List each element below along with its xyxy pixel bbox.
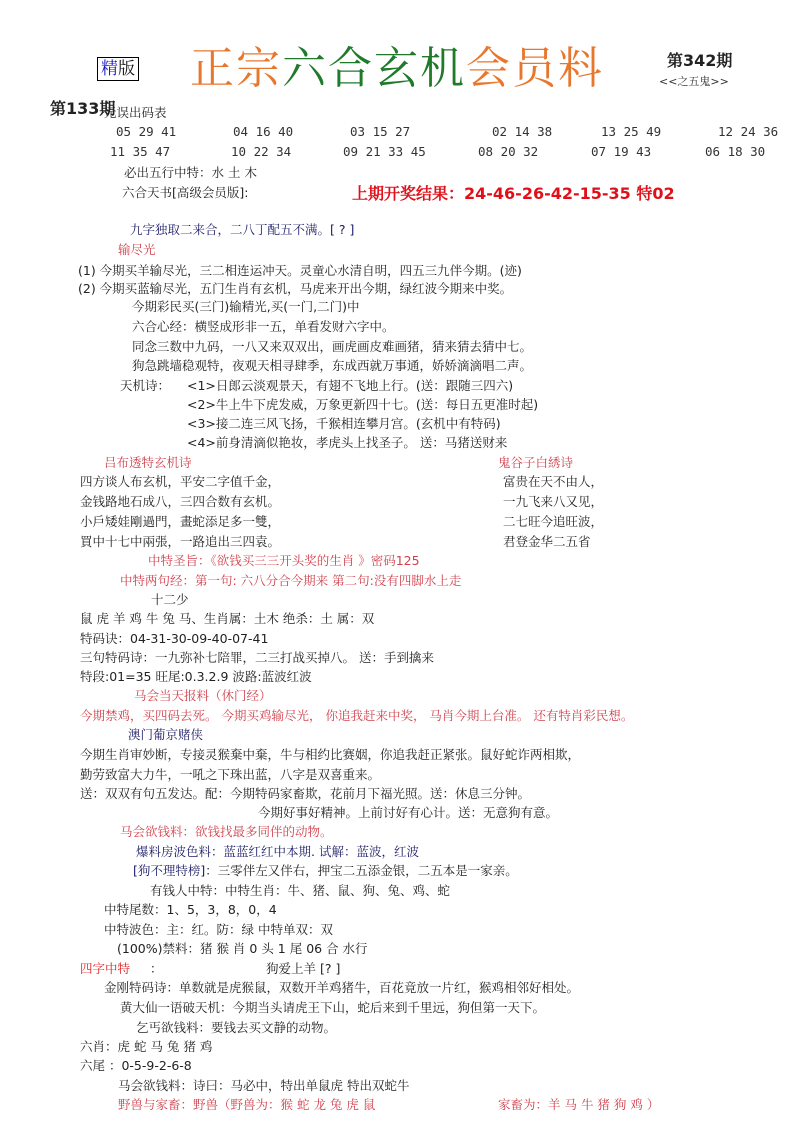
poem-line: 狗急跳墙稳观特，夜观天相寻肆季，东成西就万事通，娇娇滴滴唱二声。 xyxy=(132,358,533,373)
number-cell: 09 21 33 45 xyxy=(343,144,426,159)
shujinguang-item-1: (1) 今期买羊输尽光，三二相连运冲天。灵童心水清自明，四五三九伴今期。(迹) xyxy=(78,263,522,278)
poem-left-line: 小戶矮娃剛過門，畫蛇添足多一雙， xyxy=(80,514,281,529)
mahui-jin-line: 今期禁鸡，买四码去死。 今期买鸡输尽光， 你追我赶来中奖， 马肖今期上台准。 还有特肖彩民想。 xyxy=(80,708,634,723)
xinjing-line: 六合心经：横竖成形非一五，单看发财六字中。 xyxy=(132,319,395,334)
number-cell: 04 16 40 xyxy=(233,124,294,139)
shengxiao-line: 鼠 虎 羊 鸡 牛 兔 马、生肖属：土木 绝杀：土 属：双 xyxy=(80,611,375,626)
temajue-line: 特码诀：04-31-30-09-40-07-41 xyxy=(80,631,269,646)
caimin-line: 今期彩民买(三门)输精光,买(一门,二门)中 xyxy=(132,299,360,314)
liuwei-line: 六尾 ：0-5-9-2-6-8 xyxy=(80,1058,192,1073)
poem-right-line: 一九飞来八又见， xyxy=(503,494,604,509)
number-cell: 13 25 49 xyxy=(601,124,662,139)
yuqian-heading: 马会欲钱料：欲钱找最多同伴的动物。 xyxy=(120,824,333,839)
number-cell: 08 20 32 xyxy=(478,144,539,159)
page-title xyxy=(190,42,604,96)
bose2-line: 中特波色：主：红。防：绿 中特单双：双 xyxy=(104,922,333,937)
number-cell: 12 24 36 xyxy=(718,124,779,139)
issue-number-right: 第342期 xyxy=(667,51,733,70)
last-draw-result: 上期开奖结果：24-46-26-42-15-35 特02 xyxy=(352,184,675,203)
goubuli-line xyxy=(133,861,518,879)
liuxiao-line: 六肖：虎 蛇 马 兔 猪 鸡 xyxy=(80,1039,213,1054)
number-cell: 05 29 41 xyxy=(116,124,177,139)
aomen-line: 送：双双有句五发达。配：今期特码家畜欺，花前月下福光照。送：休息三分钟。 xyxy=(80,786,531,801)
title-segment-1: 正宗 xyxy=(190,43,282,94)
mahui-yuqian-line: 马会欲钱料：诗曰：马必中，特出单鼠虎 特出双蛇牛 xyxy=(118,1078,410,1093)
riddle-line: 九字独取二来合，二八丁配五不满。[ ? ] xyxy=(130,222,355,237)
qigai-line: 乞丐欲钱料：要钱去买文静的动物。 xyxy=(136,1020,337,1035)
tianji-line-3: <3>接二连三风飞扬，千猴相连攀月宫。(玄机中有特码) xyxy=(187,416,501,431)
title-segment-3: 会员料 xyxy=(466,43,604,94)
weishu-line: 中特尾数：1、5，3，8，0，4 xyxy=(104,902,277,917)
wuxing-line: 必出五行中特：水 土 木 xyxy=(124,165,257,180)
aomen-line: 今期好事好精神。上前讨好有心计。送：无意狗有意。 xyxy=(258,805,559,820)
issue-subtitle: <<之五鬼>> xyxy=(659,75,729,88)
zhongte-liangjujing: 中特两句经：第一句: 六八分合今期来 第二句:没有四脚水上走 xyxy=(120,573,462,588)
shujinguang-item-2: (2) 今期买蓝输尽光，五门生肖有玄机，马虎来开出今期，绿红波今期来中奖。 xyxy=(78,281,513,296)
sizi-label: 四字中特 xyxy=(80,961,131,976)
mahui-heading: 马会当天报料（休门经） xyxy=(134,688,272,703)
jiaxu-line: 家畜为：羊 马 牛 猪 狗 鸡 ） xyxy=(498,1097,660,1112)
poem-right-line: 二七旺今追旺波， xyxy=(503,514,604,529)
title-segment-2: 六合玄机 xyxy=(282,43,466,94)
section-heading-shujinguang: 输尽光 xyxy=(118,242,156,257)
aomen-line: 勤劳致富大力牛，一吼之下珠出蓝，八字是双喜重来。 xyxy=(80,767,381,782)
number-cell: 02 14 38 xyxy=(492,124,553,139)
tianshu-label: 六合天书[高级会员版]: xyxy=(122,185,249,200)
sizi-answer: 狗爱上羊 [? ] xyxy=(266,961,341,976)
aomen-line: 今期生肖审妙断，专接灵猴棄中棄，牛与相约比赛姻，你追我赶正紧张。鼠好蛇诈两相欺， xyxy=(80,747,581,762)
edition-badge xyxy=(97,57,139,81)
youqianren-line: 有钱人中特：中特生肖：牛、猪、鼠、狗、兔、鸡、蛇 xyxy=(150,883,451,898)
zhongte-shengzhi: 中特圣旨：《欲钱买三三开头奖的生肖 》密码125 xyxy=(148,553,420,568)
bose-line: 爆料房波色料：蓝蓝红红中本期. 试解：蓝波，红波 xyxy=(136,844,419,859)
badge-char-1: 精 xyxy=(101,59,118,79)
issue-number-left: 第133期 xyxy=(50,99,116,118)
number-cell: 07 19 43 xyxy=(591,144,652,159)
tianji-line-4: <4>前身清滴似艳妆，孝虎头上找圣子。 送：马猪送财来 xyxy=(187,435,508,450)
aomen-heading: 澳门葡京赌侠 xyxy=(128,727,204,742)
number-cell: 03 15 27 xyxy=(350,124,411,139)
poem-right-title: 鬼谷子白綉诗 xyxy=(498,455,574,470)
tianji-line-1: <1>日郎云淡观景天，有翅不飞地上行。(送：跟随三四六) xyxy=(187,378,514,393)
sanjushi-line: 三句特码诗：一九弥补七陪罪，二三打战买掉八。 送：手到擒来 xyxy=(80,650,434,665)
huangdaxian-line: 黄大仙一语破天机：今期当头请虎王下山，蛇后来到千里远，狗但第一天下。 xyxy=(120,1000,546,1015)
poem-right-line: 君登金华二五省 xyxy=(503,534,591,549)
number-cell: 06 18 30 xyxy=(705,144,766,159)
poem-line: 同念三数中九码，一八又来双双出，画虎画皮难画猪，猜来猜去猜中七。 xyxy=(132,339,533,354)
yeshou-line: 野兽与家畜：野兽（野兽为：猴 蛇 龙 兔 虎 鼠 xyxy=(118,1097,376,1112)
number-cell: 10 22 34 xyxy=(231,144,292,159)
poem-right-line: 富贵在天不由人， xyxy=(503,474,604,489)
poem-left-line: 金钱路地石成八，三四合数有玄机。 xyxy=(80,494,281,509)
table-heading: 无误出码表 xyxy=(104,105,167,120)
sizi-colon: ： xyxy=(150,961,163,976)
poem-left-line: 買中十七中兩張，一路追出三四袁。 xyxy=(80,534,281,549)
jinliao-line: (100%)禁料：猪 猴 肖 0 头 1 尾 06 合 水行 xyxy=(117,941,368,956)
shierxiao-label: 十二少 xyxy=(151,592,189,607)
poem-left-title: 吕布透特玄机诗 xyxy=(104,455,192,470)
tianji-label: 天机诗： xyxy=(120,378,171,393)
poem-left-line: 四方谈人布玄机，平安二字值千金， xyxy=(80,474,281,489)
number-cell: 11 35 47 xyxy=(110,144,171,159)
goubuli-label: [狗不理特榜] xyxy=(133,863,206,878)
tianji-line-2: <2>牛上牛下虎发威，万象更新四十七。(送：每日五更准时起) xyxy=(187,397,539,412)
jingang-line: 金刚特码诗：单数就是虎猴鼠，双数开羊鸡猪牛，百花竟放一片红，猴鸡相邻好相处。 xyxy=(104,980,580,995)
badge-char-2: 版 xyxy=(118,59,135,79)
teduan-line: 特段:01=35 旺尾:0.3.2.9 波路:蓝波红波 xyxy=(80,669,312,684)
goubuli-text: ：三零伴左又伴右，押宝二五添金银，二五本是一家亲。 xyxy=(205,863,518,878)
